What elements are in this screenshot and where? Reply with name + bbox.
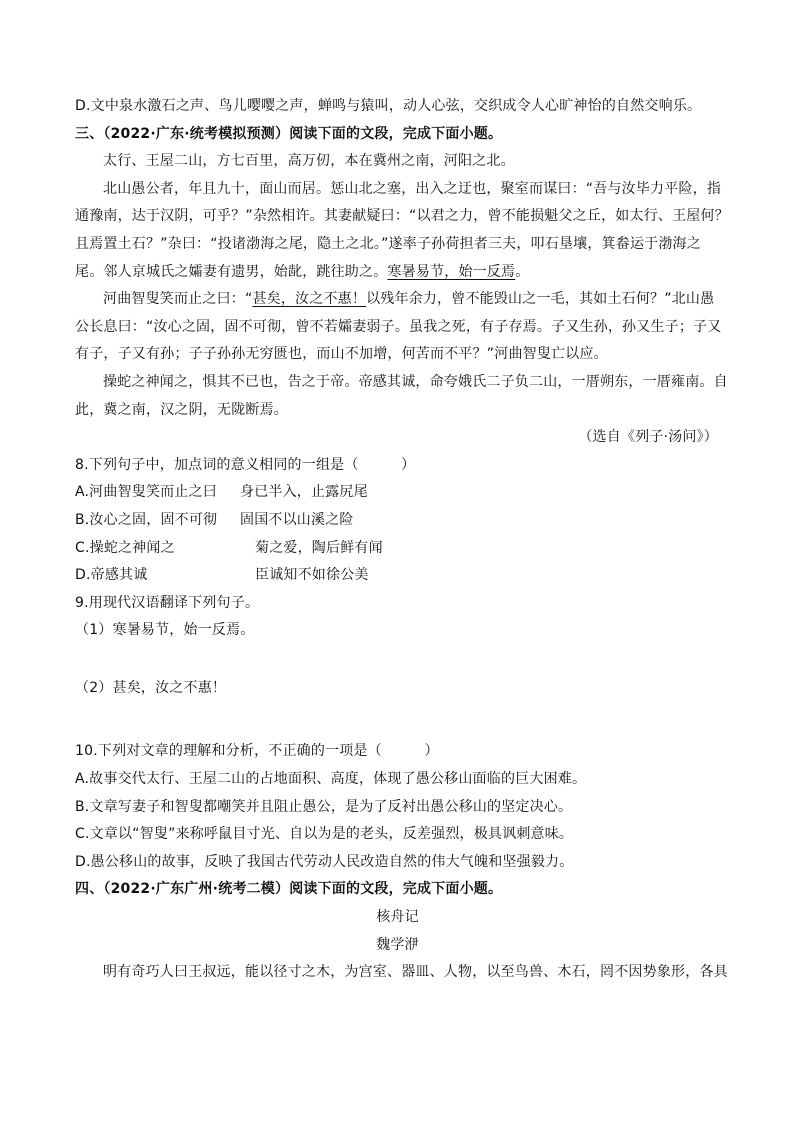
section3-heading: 三、（2022·广东·统考模拟预测）阅读下面的文段，完成下面小题。 — [75, 125, 503, 142]
passage-paragraph-1: 明有奇巧人曰王叔远，能以径寸之木，为宫室、器皿、人物，以至鸟兽、木石，罔不因势象形，各具 — [103, 964, 728, 981]
passage-title: 核舟记 — [376, 909, 419, 926]
passage-paragraph-2-line — [75, 259, 720, 287]
passage-paragraph-4-line: 操蛇之神闻之，惧其不已也，告之于帝。帝感其诚，命夸娥氏二子负二山，一厝朔东，一厝雍南。自 — [103, 373, 728, 390]
option-right: 身已半入，止露尻尾 — [240, 484, 368, 501]
option-left: C.操蛇之神闻之 — [75, 539, 175, 556]
question-8-option-d — [75, 562, 720, 590]
question-8-stem: 8.下列句子中，加点词的意义相同的一组是（ ） — [75, 456, 416, 473]
question-10-option-a: A.故事交代太行、王屋二山的占地面积、高度，体现了愚公移山面临的巨大困难。 — [75, 771, 587, 788]
text-span: 河曲智叟笑而止之曰：“ — [103, 291, 253, 308]
question-9-stem: 9.用现代汉语翻译下列句子。 — [75, 594, 260, 611]
answer-space — [75, 645, 720, 675]
question-10-option-b: B.文章写妻子和智叟都嘲笑并且阻止愚公，是为了反衬出愚公移山的坚定决心。 — [75, 798, 573, 815]
question-10-option-d: D.愚公移山的故事，反映了我国古代劳动人民改造自然的伟大气魄和坚强毅力。 — [75, 853, 574, 870]
question-10-stem: 10.下列对文章的理解和分析，不正确的一项是（ ） — [75, 743, 439, 760]
question-9-sentence-2: （2）甚矣，汝之不惠！ — [75, 679, 227, 696]
previous-option-d: D.文中泉水激石之声、鸟儿嘤嘤之声，蝉鸣与猿叫，动人心弦，交织成令人心旷神怡的自然交响乐。 — [75, 98, 702, 114]
option-right: 固国不以山溪之险 — [240, 511, 354, 528]
passage-paragraph-4-line: 此，冀之南，汉之阴，无陇断焉。 — [75, 401, 288, 418]
underlined-sentence: 甚矣，汝之不惠！ — [252, 291, 367, 308]
option-left: B.汝心之固，固不可彻 — [75, 511, 218, 528]
question-9-sentence-1: （1）寒暑易节，始一反焉。 — [75, 622, 255, 639]
passage-paragraph-3-line: 公长息曰：“汝心之固，固不可彻，曾不若孀妻弱子。虽我之死，有子存焉。子又生孙，孙又生子；子又 — [75, 318, 722, 335]
passage-author: 魏学洢 — [376, 936, 419, 953]
question-8-option-b — [75, 507, 720, 535]
question-8-option-c — [75, 535, 720, 563]
passage-paragraph-2-line: 北山愚公者，年且九十，面山而居。惩山北之塞，出入之迂也，聚室而谋曰：“吾与汝毕力平险，指 — [103, 180, 722, 197]
question-8-option-a — [75, 479, 720, 507]
underlined-sentence: 寒暑易节，始一反焉 — [387, 263, 516, 280]
passage-paragraph-1: 太行、王屋二山，方七百里，高万仞，本在冀州之南，河阳之北。 — [103, 153, 515, 170]
answer-space — [75, 702, 720, 738]
option-left: D.帝感其诚 — [75, 567, 148, 584]
option-right: 菊之爱，陶后鲜有闻 — [255, 539, 383, 556]
option-left: A.河曲智叟笑而止之曰 — [75, 484, 217, 501]
text-span: 尾。邻人京城氏之孀妻有遗男，始龀，跳往助之。 — [75, 263, 388, 280]
text-span: 。 — [515, 263, 530, 280]
passage-paragraph-2-line: 且焉置土石？”杂曰：“投诸渤海之尾，隐土之北。”遂率子孙荷担者三夫，叩石垦壤，箕畚运于渤海之 — [75, 235, 701, 252]
section4-heading: 四、（2022·广东广州·统考二模）阅读下面的文段，完成下面小题。 — [75, 881, 503, 898]
text-span: 以残年余力，曾不能毁山之一毛，其如土石何？”北山愚 — [366, 291, 715, 308]
passage-paragraph-3-line — [75, 286, 720, 314]
page-content — [75, 93, 729, 987]
passage-paragraph-2-line: 通豫南，达于汉阴，可乎？”杂然相许。其妻献疑曰：“以君之力，曾不能损魁父之丘，如太行、王屋何？ — [75, 208, 729, 225]
passage-paragraph-3-line: 有子，子又有孙；子子孙孙无穷匮也，而山不加增，何苦而不平？”河曲智叟亡以应。 — [75, 346, 608, 363]
question-10-option-c: C.文章以“智叟”来称呼鼠目寸光、自以为是的老头，反差强烈，极具讽刺意味。 — [75, 826, 574, 843]
passage-source: （选自《列子·汤问》） — [578, 429, 718, 446]
option-right: 臣诚知不如徐公美 — [255, 567, 369, 584]
